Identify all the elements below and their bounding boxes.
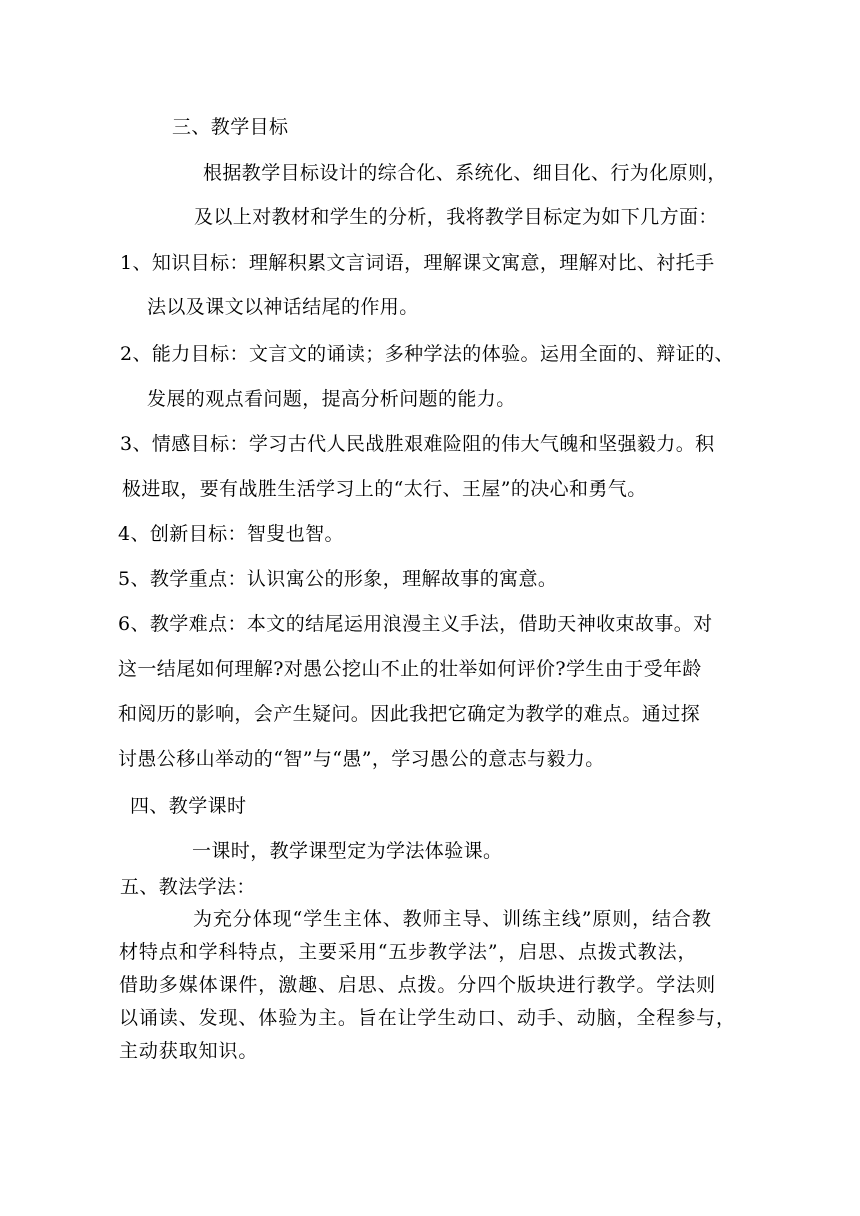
- objective-6-line-2: 这一结尾如何理解?对愚公挖山不止的壮举如何评价?学生由于受年龄: [118, 658, 702, 680]
- section-5-body-line-2: 材特点和学科特点，主要采用“五步教学法”，启思、点拨式教法，: [119, 941, 698, 963]
- section-3-intro-line-1: 根据教学目标设计的综合化、系统化、细目化、行为化原则，: [203, 162, 727, 184]
- section-4-heading: 四、教学课时: [130, 795, 247, 817]
- objective-3-line-1: 3、情感目标：学习古代人民战胜艰难险阻的伟大气魄和坚强毅力。积: [120, 433, 715, 455]
- section-5-body-line-4: 以诵读、发现、体验为主。旨在让学生动口、动手、动脑，全程参与，: [119, 1007, 736, 1029]
- objective-1-line-2: 法以及课文以神话结尾的作用。: [147, 296, 419, 318]
- objective-2-line-2: 发展的观点看问题，提高分析问题的能力。: [147, 388, 516, 410]
- objective-1-line-1: 1、知识目标：理解积累文言词语，理解课文寓意，理解对比、衬托手: [120, 252, 715, 274]
- section-5-heading: 五、教法学法：: [120, 876, 256, 898]
- objective-3-line-2: 极进取，要有战胜生活学习上的“太行、王屋”的决心和勇气。: [122, 478, 647, 500]
- section-3-intro-line-2: 及以上对教材和学生的分析，我将教学目标定为如下几方面：: [194, 206, 718, 228]
- section-5-body-line-3: 借助多媒体课件，激趣、启思、点拨。分四个版块进行教学。学法则: [119, 974, 717, 996]
- section-4-body: 一课时，教学课型定为学法体验课。: [192, 840, 503, 862]
- objective-6-line-3: 和阅历的影响，会产生疑问。因此我把它确定为教学的难点。通过探: [118, 703, 701, 725]
- objective-6-line-4: 讨愚公移山举动的“智”与“愚”，学习愚公的意志与毅力。: [118, 748, 605, 770]
- objective-2-line-1: 2、能力目标：文言文的诵读；多种学法的体验。运用全面的、辩证的、: [120, 343, 734, 365]
- section-5-body-line-5: 主动获取知识。: [119, 1040, 259, 1062]
- objective-4-line-1: 4、创新目标：智叟也智。: [118, 523, 344, 545]
- objective-5-line-1: 5、教学重点：认识寓公的形象，理解故事的寓意。: [118, 568, 558, 590]
- section-5-body-line-1: 为充分体现“学生主体、教师主导、训练主线”原则，结合教: [193, 908, 712, 930]
- section-3-heading: 三、教学目标: [172, 116, 289, 138]
- objective-6-line-1: 6、教学难点：本文的结尾运用浪漫主义手法，借助天神收束故事。对: [118, 613, 713, 635]
